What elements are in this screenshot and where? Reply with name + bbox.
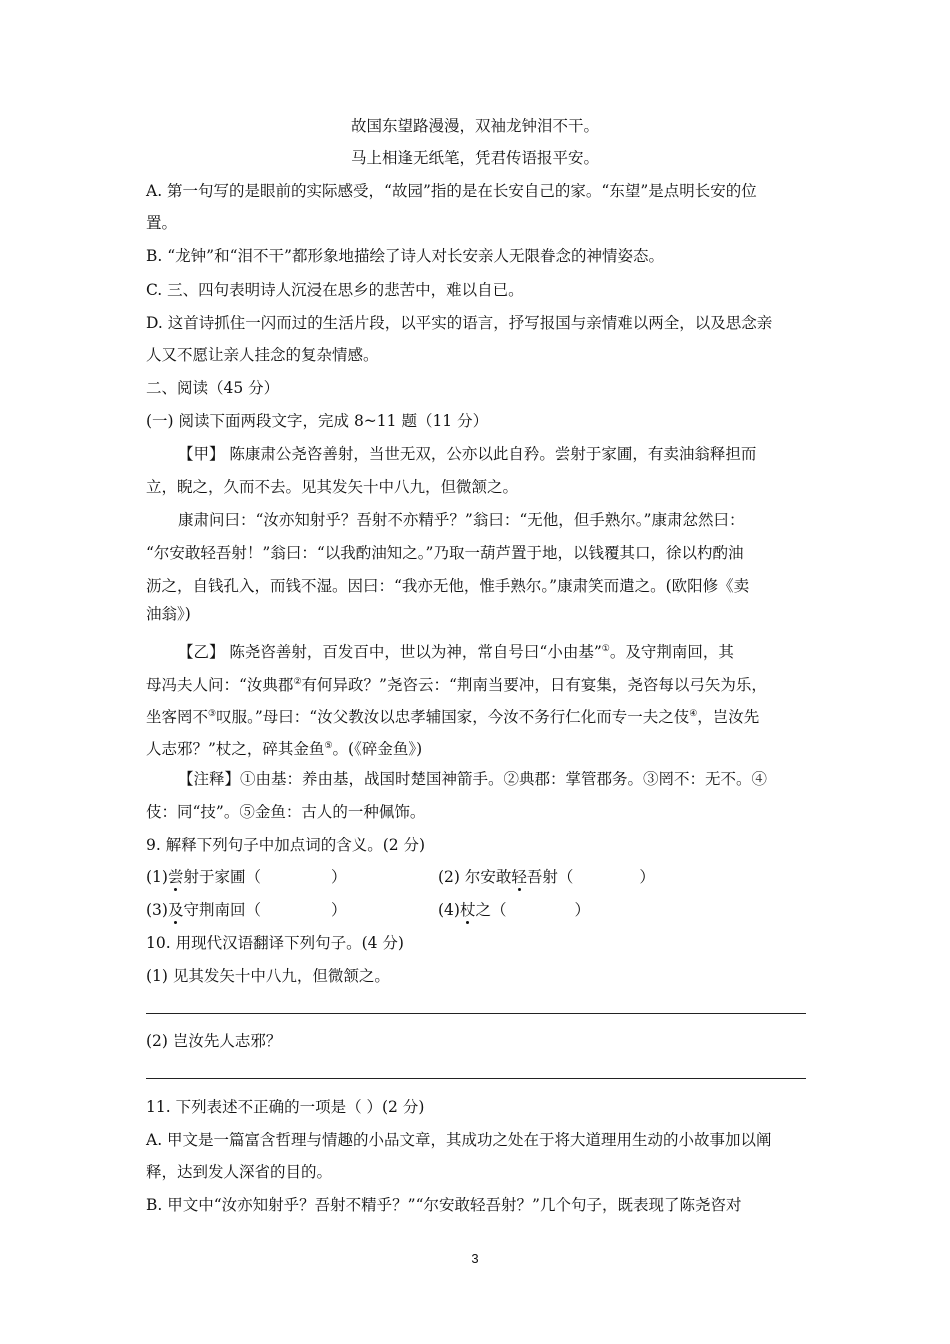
option-d-line-1: D. 这首诗抓住一闪而过的生活片段，以平实的语言，抒写报国与亲情难以两全，以及思念亲	[146, 314, 773, 332]
jia-p1-line-2: 立，睨之，久而不去。见其发矢十中八九，但微颔之。	[146, 478, 519, 496]
q9-item-2	[438, 866, 738, 888]
yi-line-1	[178, 638, 806, 663]
dotted-word: 轻	[511, 868, 527, 886]
notes-line-2: 伎：同“技”。⑤金鱼：古人的一种佩饰。	[146, 803, 426, 821]
yi-text: 有何异政？”尧咨云：“荆南当要冲，日有宴集，尧咨每以弓矢为乐，	[301, 676, 767, 694]
page-number: 3	[471, 1251, 479, 1266]
dotted-word: 杖	[459, 901, 476, 919]
note-marker: ②	[293, 677, 302, 687]
yi-text: 坐客罔不	[146, 708, 209, 726]
poem-line-1: 故国东望路漫漫，双袖龙钟泪不干。	[350, 117, 599, 135]
note-marker: ⑤	[324, 741, 333, 751]
note-marker: ①	[601, 644, 610, 654]
yi-text: 【乙】 陈尧咨善射，百发百中，世以为神，常自号曰“小由基”	[178, 643, 602, 661]
jia-p2-line-2: “尔安敢轻吾射！”翁曰：“以我酌油知之。”乃取一葫芦置于地，以钱覆其口，徐以杓酌油	[146, 544, 744, 562]
item-text: 守荆南回（	[183, 901, 261, 919]
q11-stem: 11. 下列表述不正确的一项是（ ）(2 分)	[146, 1098, 425, 1116]
q11-option-a-line-1: A. 甲文是一篇富含哲理与情趣的小品文章，其成功之处在于将大道理用生动的小故事加以阐	[146, 1131, 772, 1149]
answer-line[interactable]	[146, 1078, 806, 1079]
paren-close: ）	[574, 901, 591, 919]
option-a-line-2: 置。	[146, 214, 178, 232]
note-marker: ④	[689, 709, 698, 719]
q10-sentence-1: (1) 见其发矢十中八九，但微颔之。	[146, 967, 390, 985]
yi-text: ，岂汝先	[697, 708, 760, 726]
option-d-line-2: 人又不愿让亲人挂念的复杂情感。	[146, 346, 379, 364]
yi-line-2	[146, 671, 806, 696]
q10-stem: 10. 用现代汉语翻译下列句子。(4 分)	[146, 934, 404, 952]
q11-option-b-line-1: B. 甲文中“汝亦知射乎？吾射不精乎？”“尔安敢轻吾射？”几个句子，既表现了陈尧咨对	[146, 1196, 742, 1214]
q11-option-a-line-2: 释，达到发人深省的目的。	[146, 1163, 333, 1181]
yi-text: 母冯夫人问：“汝典郡	[146, 676, 294, 694]
dotted-word: 及	[167, 901, 184, 919]
item-text: (2) 尔安敢	[438, 868, 512, 886]
notes-line-1: 【注释】①由基：养由基，战国时楚国神箭手。②典郡：掌管郡务。③罔不：无不。④	[178, 770, 768, 788]
paren-close: ）	[639, 868, 655, 886]
yi-line-4	[146, 735, 806, 760]
item-text: 吾射（	[526, 868, 574, 886]
yi-line-3	[146, 703, 806, 728]
item-text: 射于家圃（	[183, 868, 261, 886]
option-b: B. “龙钟”和“泪不干”都形象地描绘了诗人对长安亲人无限眷念的神情姿态。	[146, 247, 664, 265]
poem-line-2: 马上相逢无纸笔，凭君传语报平安。	[350, 149, 599, 167]
item-number: (3)	[146, 901, 168, 919]
q10-sentence-2: (2) 岂汝先人志邪？	[146, 1032, 282, 1050]
item-number: (4)	[438, 901, 460, 919]
yi-text: 叹服。”母曰：“汝父教汝以忠孝辅国家，今汝不务行仁化而专一夫之伎	[216, 708, 690, 726]
yi-text: 人志邪？”杖之，碎其金鱼	[146, 740, 325, 758]
item-number: (1)	[146, 868, 168, 886]
dotted-word: 尝	[167, 868, 184, 886]
option-a-line-1: A. 第一句写的是眼前的实际感受，“故园”指的是在长安自己的家。“东望”是点明长安的位	[146, 182, 757, 200]
paren-close: ）	[331, 868, 347, 886]
section-heading: 二、阅读（45 分）	[146, 379, 280, 397]
jia-p2-line-1: 康肃问曰：“汝亦知射乎？吾射不亦精乎？”翁曰：“无他，但手熟尔。”康肃忿然曰：	[178, 511, 745, 529]
paren-close: ）	[331, 901, 347, 919]
jia-p2-line-3: 沥之，自钱孔入，而钱不湿。因曰：“我亦无他，惟手熟尔。”康肃笑而遣之。(欧阳修《卖	[146, 577, 750, 595]
item-text: 之（	[475, 901, 507, 919]
option-c: C. 三、四句表明诗人沉浸在思乡的悲苦中，难以自已。	[146, 281, 524, 299]
yi-text: 。及守荆南回，其	[609, 643, 734, 661]
q9-item-4	[438, 899, 738, 921]
answer-line[interactable]	[146, 1013, 806, 1014]
jia-p1-line-1: 【甲】 陈康肃公尧咨善射，当世无双，公亦以此自矜。尝射于家圃，有卖油翁释担而	[178, 445, 757, 463]
subsection-heading: (一) 阅读下面两段文字，完成 8~11 题（11 分）	[146, 412, 489, 430]
q9-stem: 9. 解释下列句子中加点词的含义。(2 分)	[146, 836, 426, 854]
jia-p2-line-4: 油翁》)	[146, 605, 191, 623]
note-marker: ③	[208, 709, 217, 719]
yi-text: 。(《碎金鱼》)	[332, 740, 423, 758]
